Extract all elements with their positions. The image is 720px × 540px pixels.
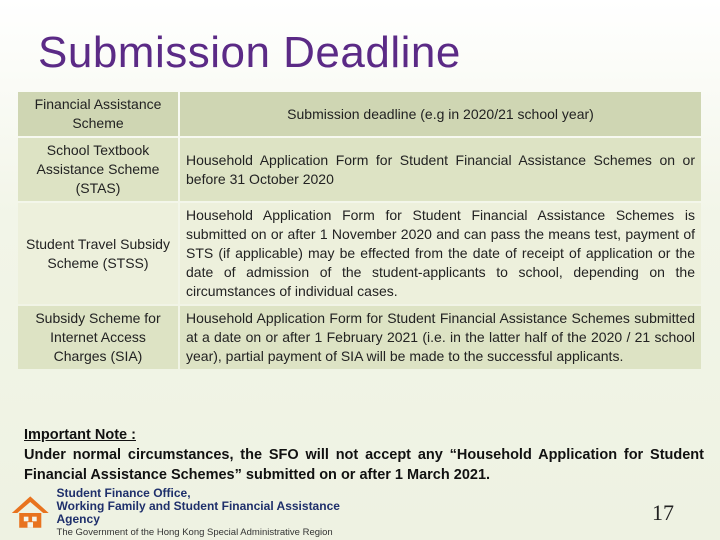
logo-line-agency: Working Family and Student Financial Assistance Agency [56,499,340,526]
scheme-cell: Student Travel Subsidy Scheme (STSS) [18,203,178,304]
logo-text [57,487,360,539]
important-note [24,425,704,485]
scheme-cell: School Textbook Assistance Scheme (STAS) [18,138,178,201]
deadline-cell: Household Application Form for Student Financial Assistance Schemes submitted at a date on or after 1 February 2021 (i.e. in the latter half of the 2020 / 21 school year), partial payment of SIA will be made to the successful applicants. [180,306,701,369]
sfo-logo-icon [10,493,51,533]
table-header-row [18,92,701,136]
scheme-cell: Subsidy Scheme for Internet Access Charges (SIA) [18,306,178,369]
logo-line-government: The Government of the Hong Kong Special Administrative Region [56,527,333,538]
logo-line-office: Student Finance Office, [56,486,191,500]
table-row [18,203,701,304]
deadline-table [16,90,703,371]
header-deadline-cell: Submission deadline (e.g in 2020/21 school year) [180,92,701,136]
header-scheme-cell: Financial Assistance Scheme [18,92,178,136]
note-title: Important Note : [24,427,136,443]
sfo-logo [10,486,360,538]
deadline-cell: Household Application Form for Student Financial Assistance Schemes on or before 31 October 2020 [180,138,701,201]
page-number: 17 [652,500,674,525]
table-row [18,306,701,369]
page-title: Submission Deadline [38,28,461,77]
note-body: Under normal circumstances, the SFO will not accept any “Household Application for Student Financial Assistance Schemes” submitted on or after 1 March 2021. [24,447,704,483]
deadline-cell: Household Application Form for Student Financial Assistance Schemes is submitted on or after 1 November 2020 and can pass the means test, payment of STS (if applicable) may be effected from the date of receipt of application or the date of admission of the student-applicants to school, depending on the circumstances of individual cases. [180,203,701,304]
table-row [18,138,701,201]
